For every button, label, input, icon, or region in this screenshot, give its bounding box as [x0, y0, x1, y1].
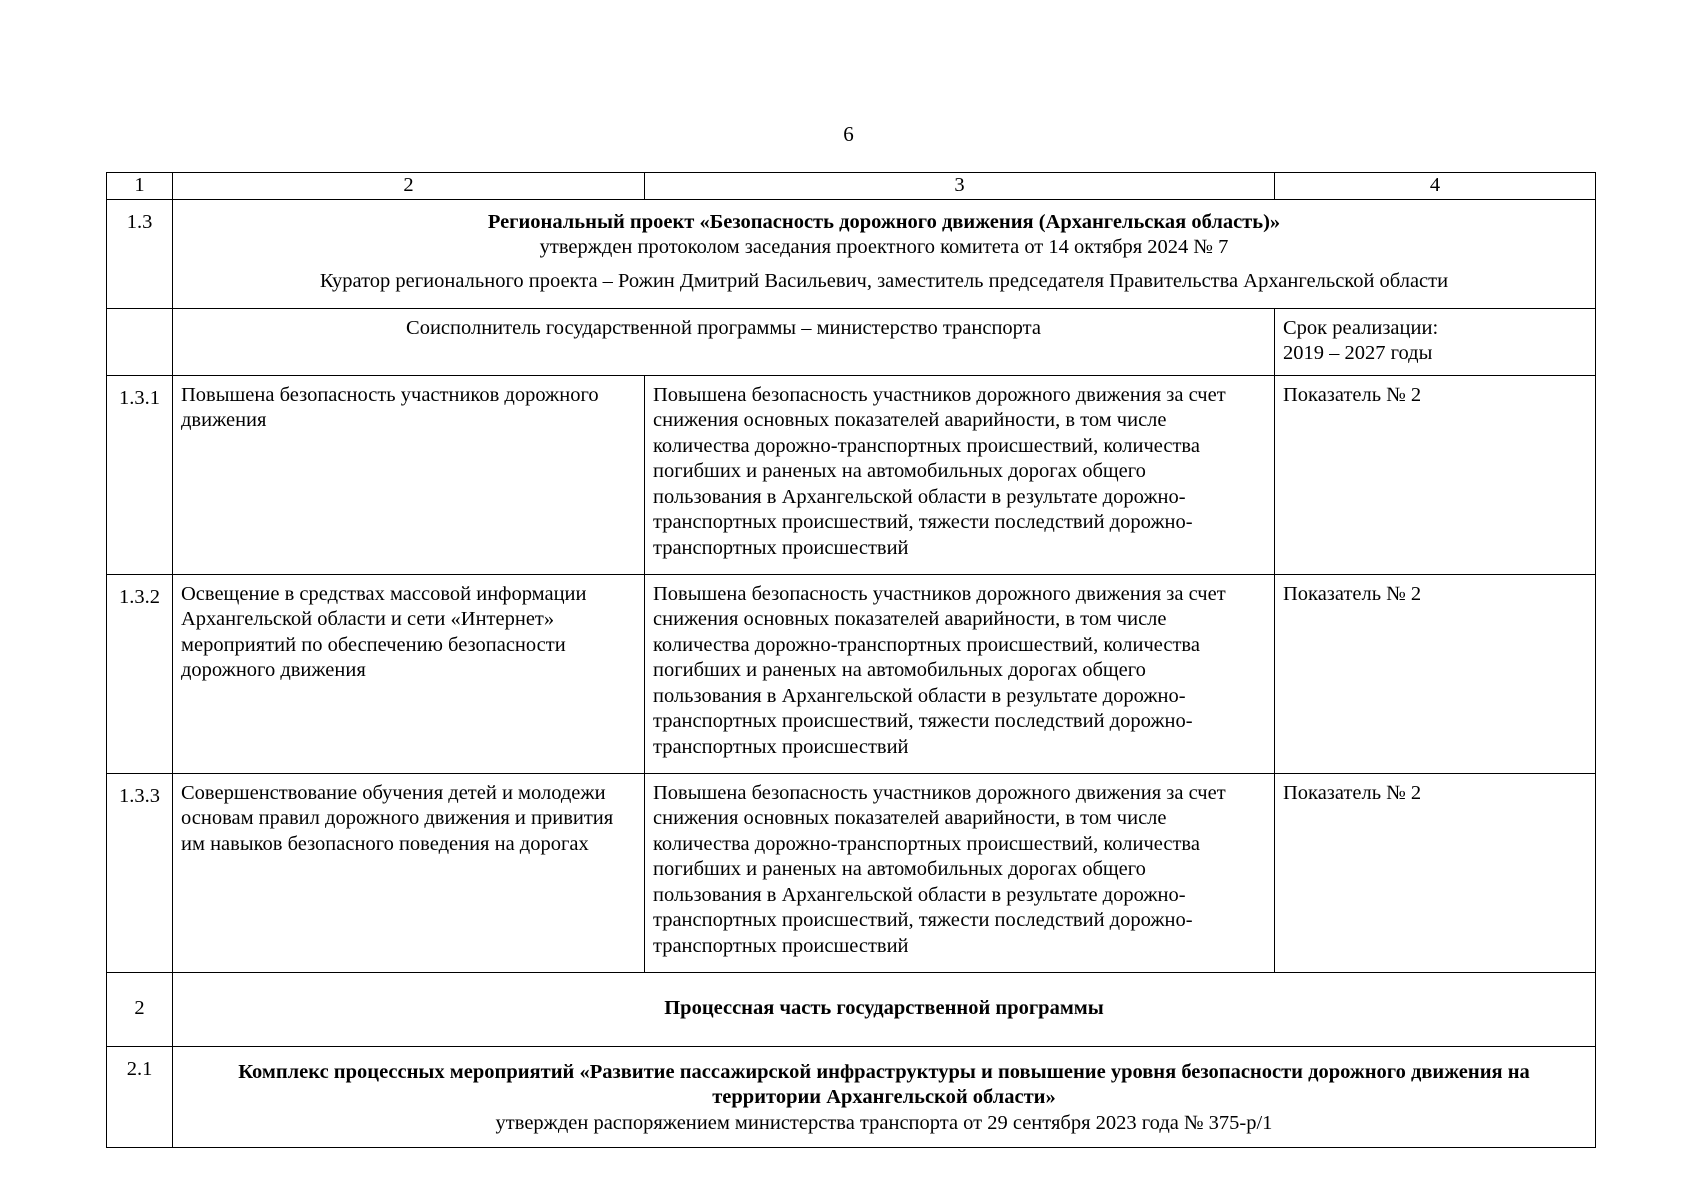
table-row: [107, 574, 1596, 773]
empty-number-cell: [107, 308, 173, 375]
task-cell: Освещение в средствах массовой информации Архангельской области и сети «Интернет» мероприятий по обеспечению безопасности дорожного движения: [173, 574, 645, 773]
table-row: [107, 375, 1596, 574]
coexecutor-cell: Соисполнитель государственной программы – министерство транспорта: [173, 308, 1275, 375]
regional-project-title: Региональный проект «Безопасность дорожного движения (Архангельская область)»: [487, 210, 1281, 233]
column-number-1: 1: [107, 173, 173, 200]
row-number: 1.3.2: [107, 574, 173, 773]
indicator-cell: Показатель № 2: [1275, 773, 1596, 972]
term-value: 2019 – 2027 годы: [1283, 342, 1433, 364]
term-cell: [1275, 308, 1596, 375]
process-complex-row: [107, 1046, 1596, 1147]
process-part-title: Процессная часть государственной программы: [173, 972, 1596, 1046]
regional-project-row: [107, 199, 1596, 308]
column-number-3: 3: [645, 173, 1275, 200]
row-number: 2: [107, 972, 173, 1046]
regional-project-cell: [173, 199, 1596, 308]
process-complex-approval: утвержден распоряжением министерства транспорта от 29 сентября 2023 года № 375-р/1: [495, 1111, 1273, 1134]
regional-project-curator: Куратор регионального проекта – Рожин Дмитрий Васильевич, заместитель председателя Правительства Архангельской области: [319, 269, 1449, 292]
row-number: 2.1: [107, 1046, 173, 1147]
regional-project-approval: утвержден протоколом заседания проектного комитета от 14 октября 2024 № 7: [539, 236, 1229, 258]
effect-cell: Повышена безопасность участников дорожного движения за счет снижения основных показателей аварийности, в том числе количества дорожно-транспортных происшествий, количества погибших и раненых на автомобильных дорогах общего пользования в Архангельской области в результате дорожно-транспортных происшествий, тяжести последствий дорожно-транспортных происшествий: [645, 375, 1275, 574]
row-number: 1.3: [107, 199, 173, 308]
row-number: 1.3.1: [107, 375, 173, 574]
column-number-2: 2: [173, 173, 645, 200]
page-number: 6: [843, 122, 854, 146]
column-number-4: 4: [1275, 173, 1596, 200]
process-part-row: [107, 972, 1596, 1046]
effect-cell: Повышена безопасность участников дорожного движения за счет снижения основных показателей аварийности, в том числе количества дорожно-транспортных происшествий, количества погибших и раненых на автомобильных дорогах общего пользования в Архангельской области в результате дорожно-транспортных происшествий, тяжести последствий дорожно-транспортных происшествий: [645, 574, 1275, 773]
process-complex-title: Комплекс процессных мероприятий «Развитие пассажирской инфраструктуры и повышение уровня безопасности дорожного движения на территории Архангельской области»: [238, 1060, 1530, 1108]
indicator-cell: Показатель № 2: [1275, 574, 1596, 773]
column-number-row: [107, 173, 1596, 200]
coexecutor-row: [107, 308, 1596, 375]
indicator-cell: Показатель № 2: [1275, 375, 1596, 574]
effect-cell: Повышена безопасность участников дорожного движения за счет снижения основных показателей аварийности, в том числе количества дорожно-транспортных происшествий, количества погибших и раненых на автомобильных дорогах общего пользования в Архангельской области в результате дорожно-транспортных происшествий, тяжести последствий дорожно-транспортных происшествий: [645, 773, 1275, 972]
term-label: Срок реализации:: [1283, 316, 1439, 339]
process-complex-cell: [173, 1046, 1596, 1147]
task-cell: Совершенствование обучения детей и молодежи основам правил дорожного движения и привития им навыков безопасного поведения на дорогах: [173, 773, 645, 972]
task-cell: Повышена безопасность участников дорожного движения: [173, 375, 645, 574]
program-table: [106, 172, 1596, 1148]
table-row: [107, 773, 1596, 972]
row-number: 1.3.3: [107, 773, 173, 972]
